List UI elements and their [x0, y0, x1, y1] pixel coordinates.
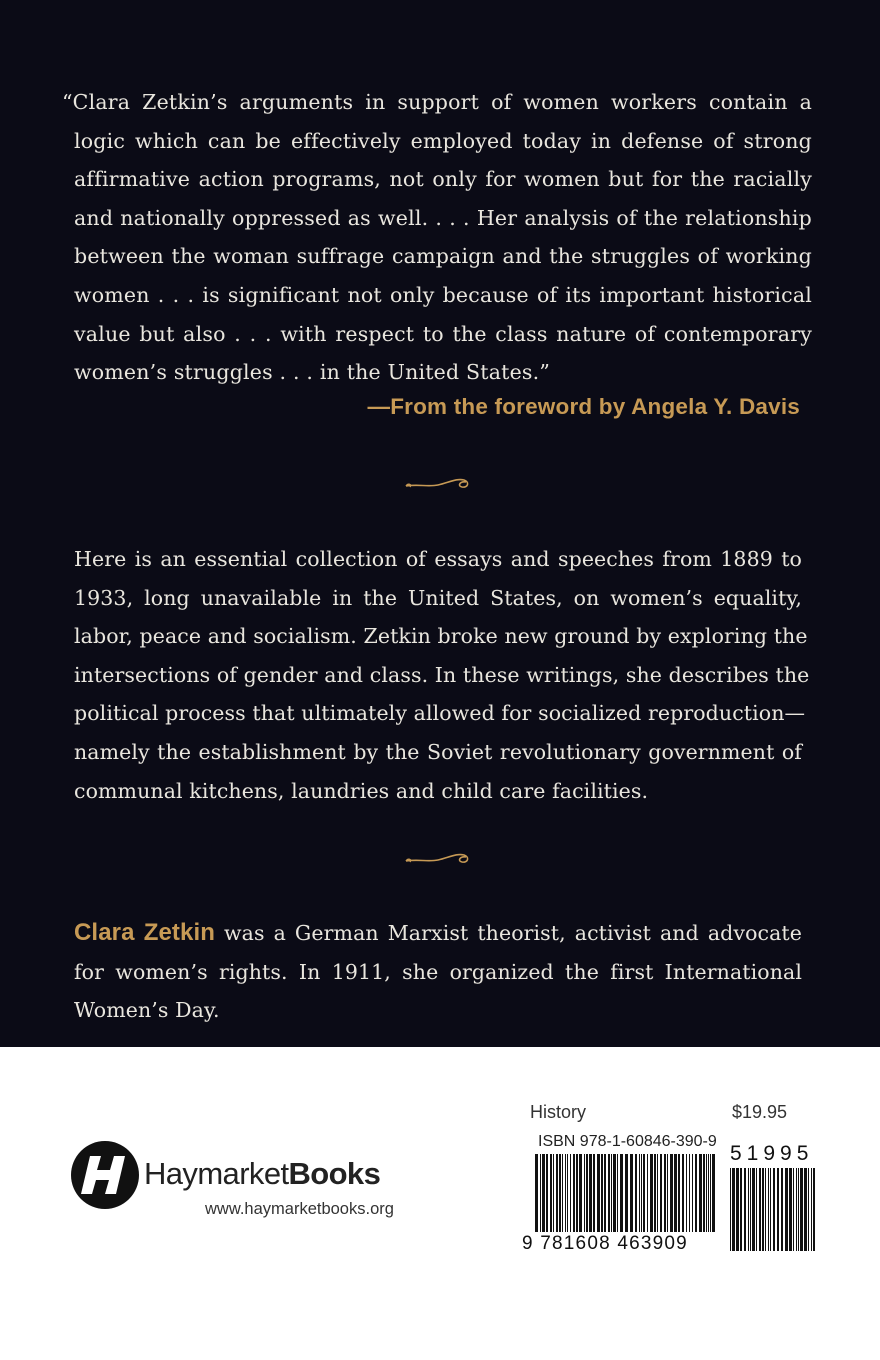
barcode-addon-number: 51995	[730, 1142, 814, 1165]
bio-line: Women’s Day.	[74, 998, 220, 1023]
category-label: History	[530, 1102, 587, 1122]
barcode-bar	[556, 1154, 558, 1232]
barcode-bar	[706, 1154, 707, 1232]
quote-line: “Clara Zetkin’s arguments in support of women workers contain a	[62, 90, 812, 114]
barcode-bar	[593, 1154, 595, 1232]
barcode-bar	[630, 1154, 633, 1232]
publisher-name-regular: Haymarket	[144, 1156, 289, 1191]
quote-line: and nationally oppressed as well. . . . Her analysis of the relationship	[74, 205, 812, 230]
barcode-bar	[773, 1168, 775, 1251]
barcode-bar	[573, 1154, 575, 1232]
barcode-bar	[570, 1154, 571, 1232]
barcode-bar	[692, 1154, 693, 1232]
barcode-bar	[613, 1154, 616, 1232]
barcode-bar	[785, 1168, 788, 1251]
publisher-website: www.haymarketbooks.org	[205, 1200, 394, 1218]
quote-line: women . . . is significant not only because of its important historical	[74, 282, 812, 307]
barcode-bar	[710, 1154, 711, 1232]
barcode-bar	[654, 1154, 656, 1232]
barcode-bar	[811, 1168, 812, 1251]
description-line: communal kitchens, laundries and child care facilities.	[74, 778, 649, 803]
barcode-bar	[689, 1154, 690, 1232]
barcode-bar	[752, 1168, 755, 1251]
bio-first-line-text: was a German Marxist theorist, activist and advocate	[214, 921, 802, 945]
barcode-bar	[639, 1154, 640, 1232]
quote-line: women’s struggles . . . in the United States.”	[74, 360, 551, 385]
barcode-bar	[542, 1154, 545, 1232]
barcode-bar	[611, 1154, 612, 1232]
barcode-bar	[748, 1168, 749, 1251]
isbn-label: ISBN 978-1-60846-390-9	[538, 1133, 717, 1150]
barcode-bar	[643, 1154, 645, 1232]
barcode-bar	[597, 1154, 600, 1232]
foreword-quote	[62, 83, 812, 392]
barcode-bar	[576, 1154, 578, 1232]
barcode-bar	[579, 1154, 582, 1232]
description-line: labor, peace and socialism. Zetkin broke new ground by exploring the	[74, 624, 808, 649]
isbn-barcode	[535, 1154, 716, 1232]
barcode-bar	[567, 1154, 568, 1232]
description-line: Here is an essential collection of essays and speeches from 1889 to	[74, 547, 802, 571]
barcode-bar	[565, 1154, 566, 1232]
barcode-digits: 9 781608 463909	[522, 1233, 688, 1254]
barcode-bar	[589, 1154, 592, 1232]
bio-line	[74, 914, 802, 953]
barcode-bar	[664, 1154, 666, 1232]
barcode-bar	[686, 1154, 687, 1232]
barcode-bar	[550, 1154, 552, 1232]
quote-line: affirmative action programs, not only for women but for the racially	[74, 167, 812, 192]
barcode-bar	[744, 1168, 746, 1251]
barcode-bar	[793, 1168, 794, 1251]
price-label: $19.95	[732, 1102, 788, 1122]
barcode-bar	[584, 1154, 585, 1232]
barcode-bar	[730, 1168, 731, 1251]
barcode-bar	[559, 1154, 561, 1232]
barcode-bar	[759, 1168, 761, 1251]
barcode-bar	[657, 1154, 658, 1232]
bio-line: for women’s rights. In 1911, she organized the first International	[74, 959, 802, 984]
price-addon-barcode	[730, 1168, 818, 1251]
haymarket-logo-icon	[70, 1140, 140, 1210]
barcode-bar	[601, 1154, 603, 1232]
barcode-bar	[647, 1154, 648, 1232]
barcode-bar	[777, 1168, 779, 1251]
barcode-bar	[800, 1168, 803, 1251]
barcode-bar	[736, 1168, 739, 1251]
barcode-bar	[604, 1154, 606, 1232]
description-line: namely the establishment by the Soviet revolutionary government of	[74, 739, 802, 764]
author-name: Clara Zetkin	[74, 919, 215, 946]
author-bio	[74, 914, 802, 1030]
barcode-bar	[617, 1154, 618, 1232]
quote-line: logic which can be effectively employed today in defense of strong	[74, 128, 812, 153]
barcode-bar	[635, 1154, 637, 1232]
barcode-bar	[695, 1154, 697, 1232]
description-line: intersections of gender and class. In these writings, she describes the	[74, 662, 810, 687]
quote-line: between the woman suffrage campaign and the struggles of working	[74, 244, 812, 269]
barcode-bar	[804, 1168, 807, 1251]
quote-attribution: —From the foreword by Angela Y. Davis	[367, 394, 800, 419]
publisher-name	[144, 1156, 380, 1192]
barcode-bar	[620, 1154, 623, 1232]
barcode-bar	[540, 1154, 541, 1232]
barcode-bar	[712, 1154, 715, 1232]
barcode-bar	[535, 1154, 538, 1232]
barcode-bar	[796, 1168, 797, 1251]
barcode-bar	[553, 1154, 554, 1232]
barcode-bar	[682, 1154, 684, 1232]
barcode-bar	[781, 1168, 783, 1251]
barcode-bar	[641, 1154, 642, 1232]
barcode-bar	[650, 1154, 653, 1232]
barcode-bar	[708, 1154, 709, 1232]
barcode-bar	[808, 1168, 809, 1251]
barcode-bar	[798, 1168, 799, 1251]
barcode-bar	[678, 1154, 680, 1232]
barcode-bar	[768, 1168, 769, 1251]
barcode-bar	[703, 1154, 705, 1232]
barcode-bar	[546, 1154, 548, 1232]
barcode-bar	[765, 1168, 766, 1251]
barcode-bar	[674, 1154, 677, 1232]
quote-line: value but also . . . with respect to the class nature of contemporary	[74, 321, 812, 346]
barcode-bar	[770, 1168, 771, 1251]
flourish-ornament-icon	[404, 474, 476, 494]
barcode-bar	[756, 1168, 757, 1251]
barcode-bar	[586, 1154, 588, 1232]
barcode-bar	[732, 1168, 735, 1251]
barcode-bar	[660, 1154, 662, 1232]
barcode-bar	[740, 1168, 742, 1251]
barcode-bar	[625, 1154, 628, 1232]
barcode-bar	[562, 1154, 563, 1232]
barcode-bar	[699, 1154, 702, 1232]
barcode-bar	[670, 1154, 673, 1232]
barcode-bar	[608, 1154, 610, 1232]
barcode-bar	[750, 1168, 751, 1251]
barcode-bar	[762, 1168, 764, 1251]
publisher-name-bold: Books	[288, 1156, 381, 1191]
barcode-bar	[813, 1168, 815, 1251]
barcode-bar	[667, 1154, 668, 1232]
description-paragraph	[74, 540, 810, 810]
description-line: 1933, long unavailable in the United States, on women’s equality,	[74, 585, 802, 610]
description-line: political process that ultimately allowed for socialized reproduction—	[74, 701, 806, 726]
barcode-bar	[789, 1168, 792, 1251]
flourish-ornament-icon	[404, 849, 476, 869]
